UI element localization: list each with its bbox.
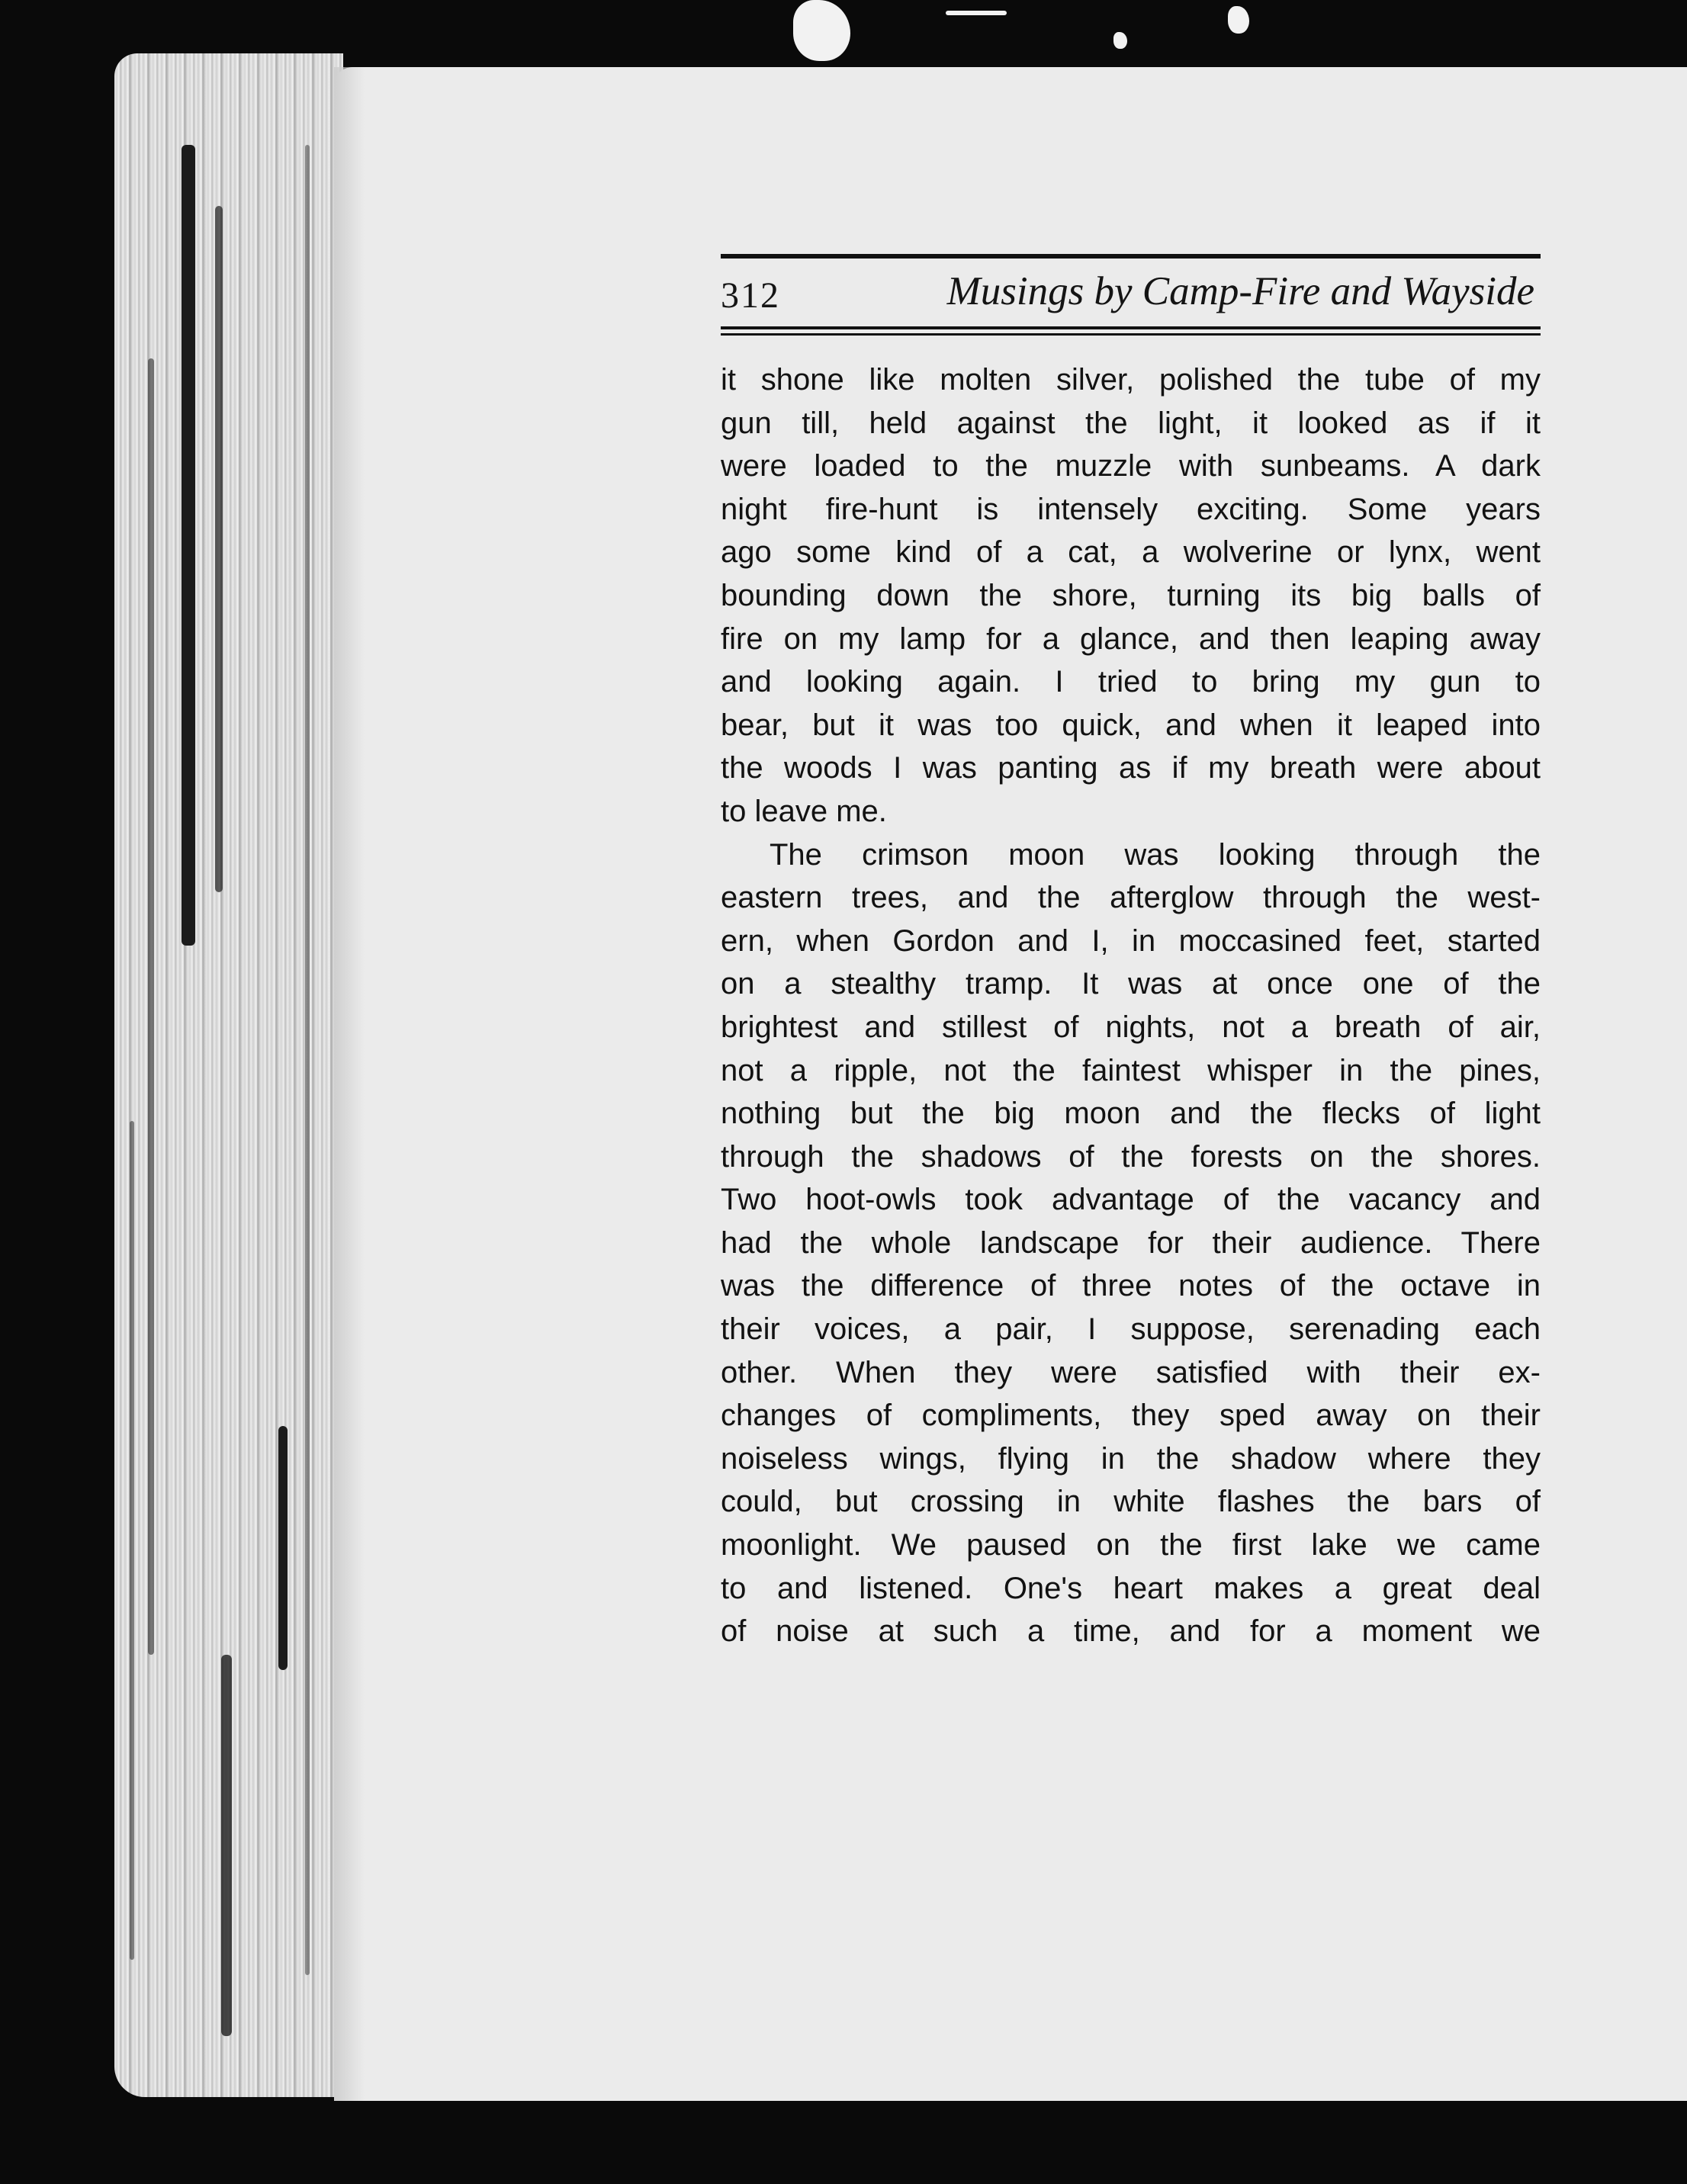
book-page-edges bbox=[114, 53, 343, 2097]
text-line: their voices, a pair, I suppose, serenading each bbox=[721, 1312, 1541, 1347]
scan-speck bbox=[946, 11, 1007, 15]
running-head bbox=[721, 268, 1541, 325]
edge-shadow-streak bbox=[221, 1655, 232, 2036]
text-line: ern, when Gordon and I, in moccasined feet, started bbox=[721, 923, 1541, 958]
text-line: brightest and stillest of nights, not a breath of air, bbox=[721, 1010, 1541, 1044]
edge-shadow-streak bbox=[182, 145, 195, 946]
text-line: noiseless wings, flying in the shadow where they bbox=[721, 1441, 1541, 1476]
text-line: not a ripple, not the faintest whisper in the pines, bbox=[721, 1053, 1541, 1087]
edge-shadow-streak bbox=[215, 206, 223, 892]
page-number: 312 bbox=[721, 275, 780, 316]
text-line: could, but crossing in white flashes the bars of bbox=[721, 1485, 1541, 1519]
scan-speck bbox=[1113, 32, 1127, 49]
text-line: the woods I was panting as if my breath were about bbox=[721, 751, 1541, 785]
text-line: eastern trees, and the afterglow through the west- bbox=[721, 881, 1541, 915]
text-line: gun till, held against the light, it looked as if it bbox=[721, 406, 1541, 440]
text-line: had the whole landscape for their audience. There bbox=[721, 1225, 1541, 1260]
running-title: Musings by Camp-Fire and Wayside bbox=[946, 269, 1534, 313]
edge-shadow-streak bbox=[278, 1426, 288, 1670]
text-line: was the difference of three notes of the octave in bbox=[721, 1269, 1541, 1303]
text-line: fire on my lamp for a glance, and then leaping away bbox=[721, 621, 1541, 656]
text-line: changes of compliments, they sped away on their bbox=[721, 1399, 1541, 1433]
header-rule-bottom bbox=[721, 333, 1541, 336]
text-line: of noise at such a time, and for a moment we bbox=[721, 1614, 1541, 1649]
edge-shadow-streak bbox=[130, 1121, 134, 1960]
text-line: moonlight. We paused on the first lake we came bbox=[721, 1528, 1541, 1563]
page-gutter-shadow bbox=[334, 67, 365, 2105]
text-line: ago some kind of a cat, a wolverine or lynx, went bbox=[721, 535, 1541, 570]
edge-shadow-streak bbox=[305, 145, 310, 1975]
text-line: and looking again. I tried to bring my gun to bbox=[721, 665, 1541, 699]
text-line: bear, but it was too quick, and when it leaped into bbox=[721, 708, 1541, 742]
header-rule-bottom bbox=[721, 326, 1541, 329]
scan-speck bbox=[1228, 6, 1249, 34]
text-line: through the shadows of the forests on the shores. bbox=[721, 1139, 1541, 1174]
scan-bottom-band bbox=[0, 2101, 1687, 2184]
text-line: The crimson moon was looking through the bbox=[770, 837, 1541, 872]
text-line: to and listened. One's heart makes a great deal bbox=[721, 1571, 1541, 1605]
text-line: on a stealthy tramp. It was at once one of the bbox=[721, 967, 1541, 1001]
paragraph-2 bbox=[721, 833, 1541, 1653]
body-text bbox=[721, 358, 1541, 1653]
text-line: night fire-hunt is intensely exciting. Some years bbox=[721, 492, 1541, 526]
text-line: Two hoot-owls took advantage of the vacancy and bbox=[721, 1183, 1541, 1217]
text-line: to leave me. bbox=[721, 794, 887, 828]
edge-shadow-streak bbox=[148, 358, 154, 1655]
header-rule-top bbox=[721, 254, 1541, 259]
text-line: were loaded to the muzzle with sunbeams. A dark bbox=[721, 449, 1541, 483]
paragraph-1 bbox=[721, 358, 1541, 833]
text-line: bounding down the shore, turning its big balls of bbox=[721, 578, 1541, 612]
text-line: other. When they were satisfied with their ex- bbox=[721, 1355, 1541, 1389]
text-line: nothing but the big moon and the flecks of light bbox=[721, 1097, 1541, 1131]
text-line: it shone like molten silver, polished the tube of my bbox=[721, 363, 1541, 397]
